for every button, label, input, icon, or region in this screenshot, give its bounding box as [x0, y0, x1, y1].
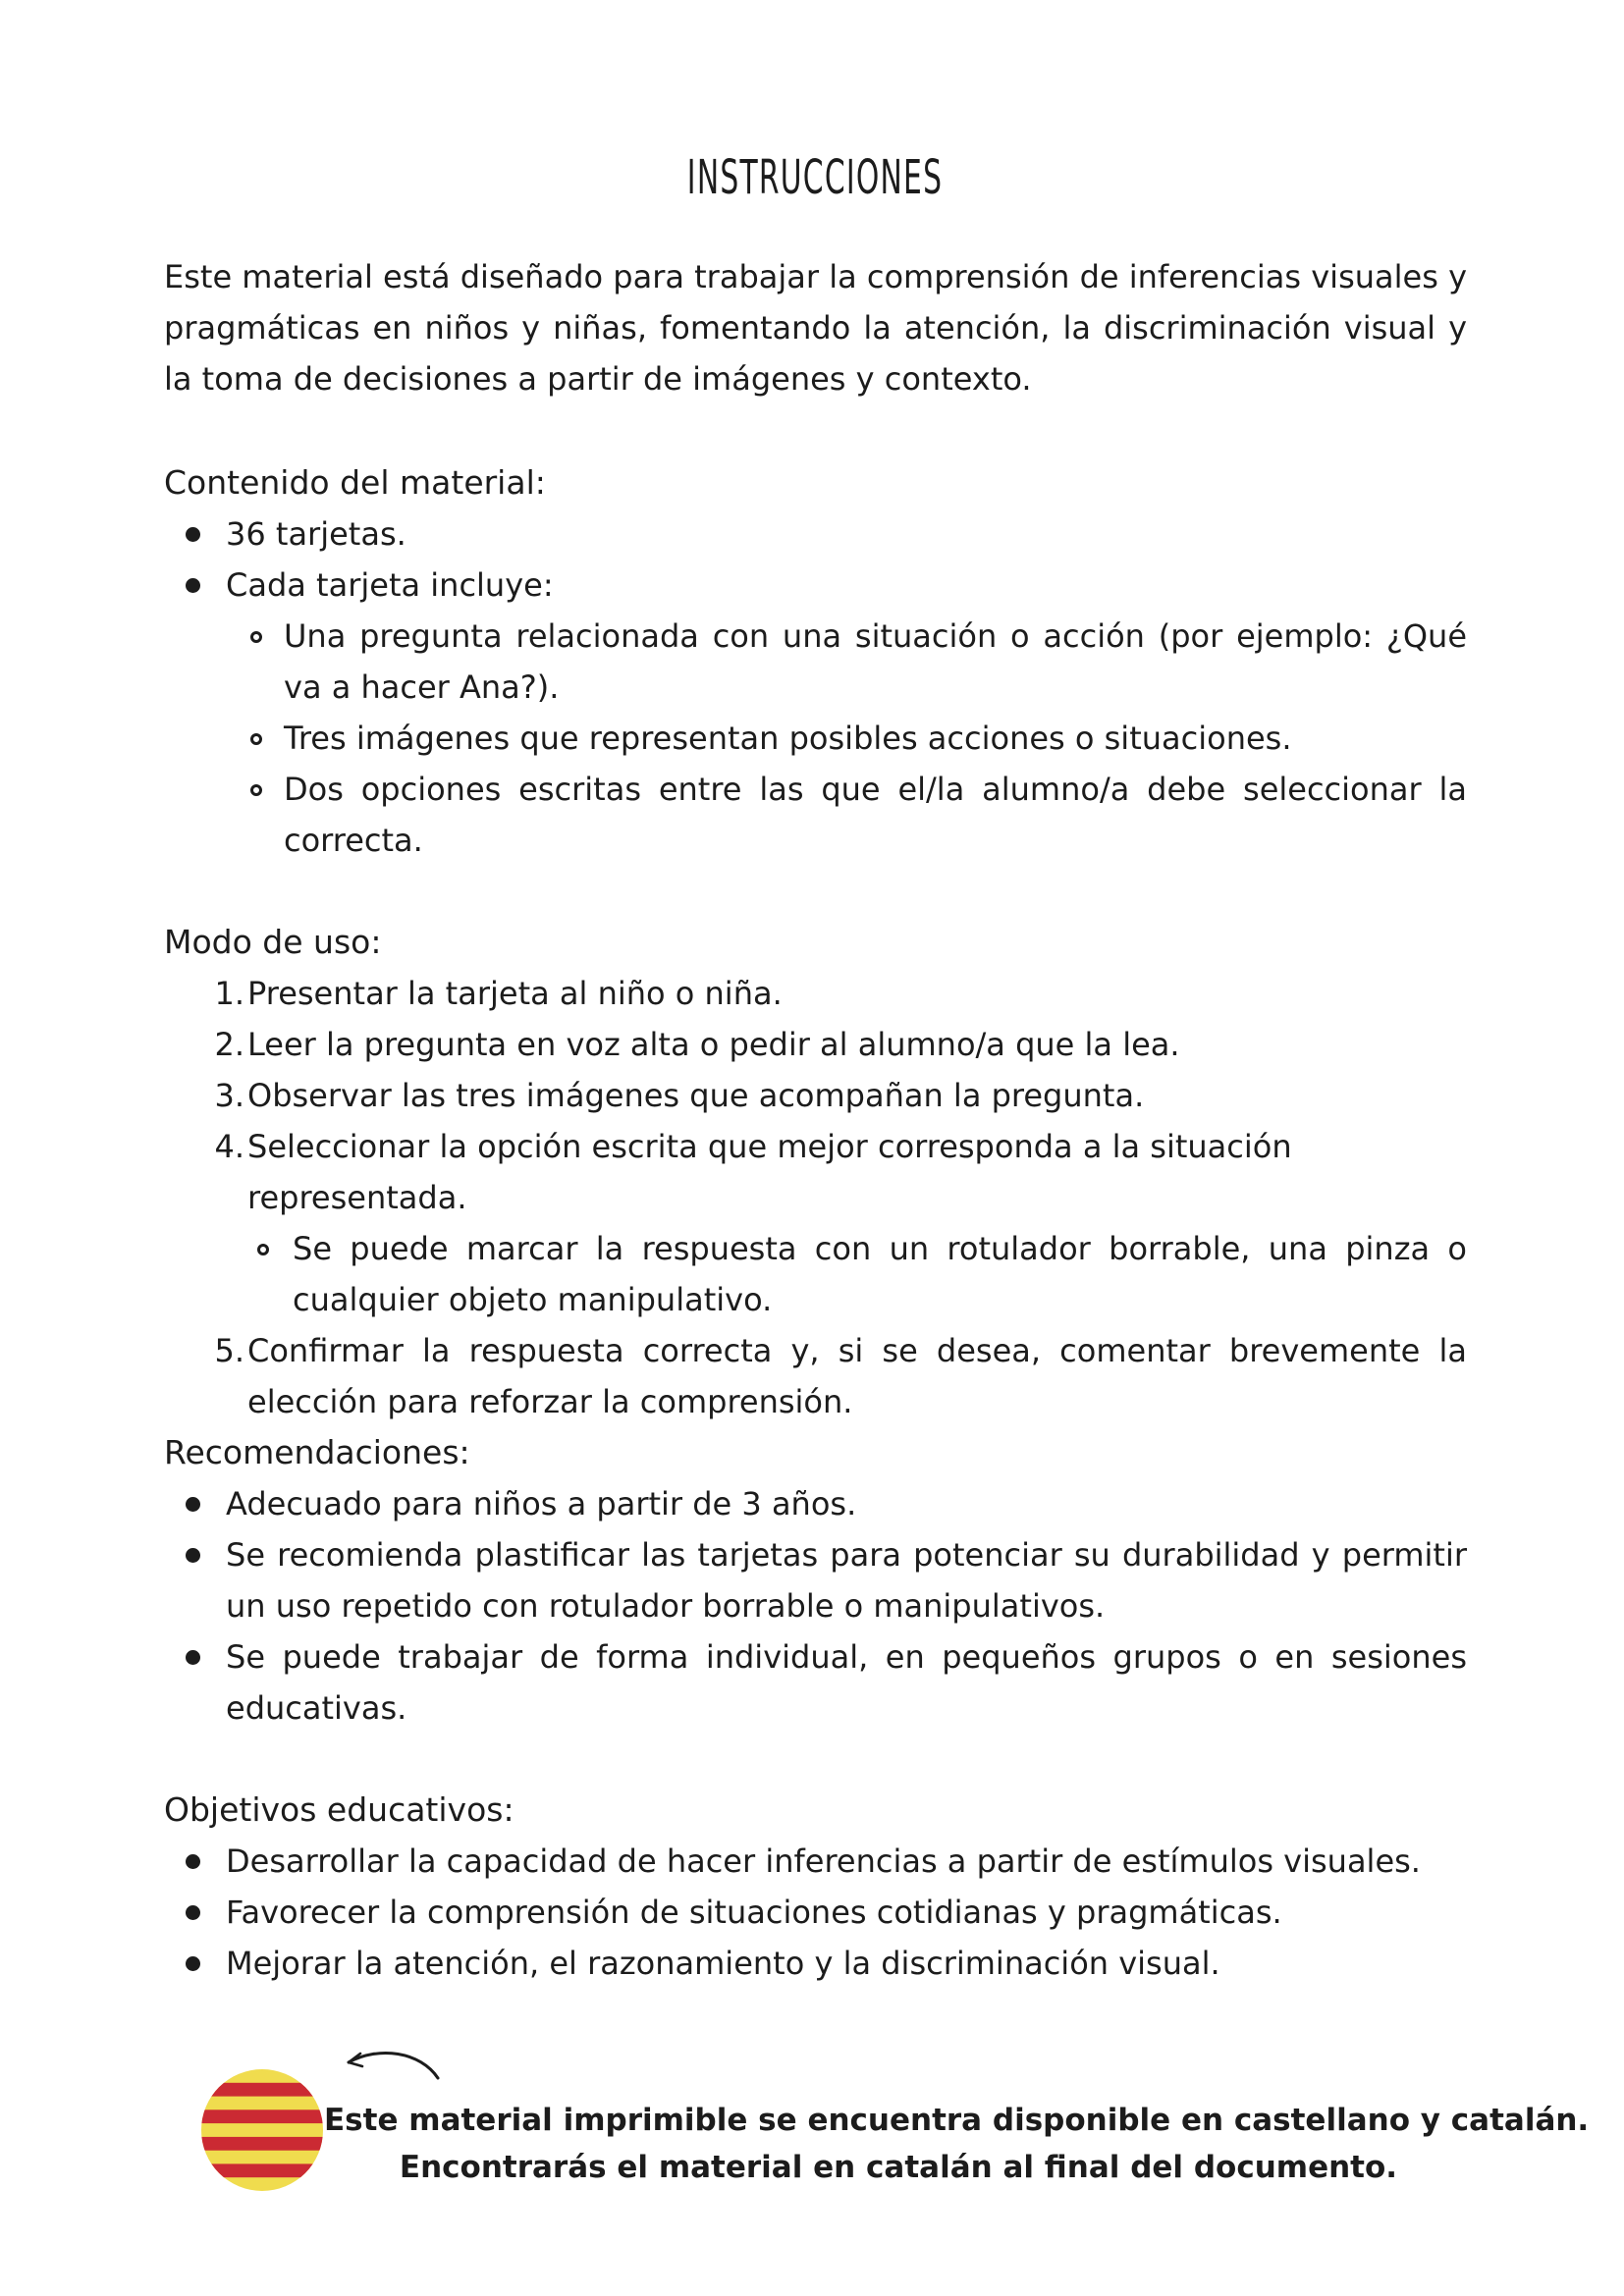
numbered-step: [164, 1325, 1467, 1427]
recomendaciones-list: [164, 1478, 1467, 1734]
step-number: 2.: [214, 1026, 244, 1063]
list-item-text: Desarrollar la capacidad de hacer inferencias a partir de estímulos visuales.: [226, 1842, 1421, 1880]
curved-arrow-icon: [342, 2048, 442, 2083]
list-item: [164, 1631, 1467, 1734]
bullet-icon: [186, 1956, 200, 1971]
footer-note: [324, 2097, 1590, 2191]
list-subitem-text: Se puede marcar la respuesta con un rotulador borrable, una pinza o cualquier objeto manipulativo.: [293, 1230, 1467, 1318]
page-title: INSTRUCCIONES: [687, 150, 944, 205]
objetivos-list: [164, 1836, 1467, 1989]
bullet-icon: [186, 527, 200, 542]
numbered-step: [164, 1121, 1467, 1223]
contenido-list: [164, 508, 1467, 866]
modo-list: [164, 968, 1467, 1427]
bullet-icon: [186, 1650, 200, 1665]
section-heading-modo: Modo de uso:: [164, 923, 382, 961]
catalan-flag-icon: [201, 2069, 323, 2191]
list-item-text: Favorecer la comprensión de situaciones cotidianas y pragmáticas.: [226, 1894, 1282, 1931]
step-number: 3.: [214, 1077, 244, 1114]
bullet-icon: [186, 1854, 200, 1869]
section-heading-recomendaciones: Recomendaciones:: [164, 1433, 470, 1471]
list-subitem-text: Una pregunta relacionada con una situación o acción (por ejemplo: ¿Qué va a hacer Ana?).: [284, 617, 1467, 706]
intro-paragraph: Este material está diseñado para trabajar la comprensión de inferencias visuales y pragmáticas en niños y niñas, fomentando la atención, la discriminación visual y la toma de decisiones a partir de imágenes y contexto.: [164, 258, 1467, 398]
numbered-step: [164, 968, 1467, 1019]
list-subitem: [164, 1223, 1467, 1325]
step-text: Observar las tres imágenes que acompañan la pregunta.: [247, 1077, 1145, 1114]
circle-bullet-icon: [250, 733, 262, 745]
bullet-icon: [186, 578, 200, 593]
bullet-icon: [186, 1548, 200, 1563]
list-item: [164, 508, 1467, 560]
list-subitem: [164, 713, 1467, 764]
list-item: [164, 1529, 1467, 1631]
list-item: [164, 560, 1467, 611]
list-item-text: Mejorar la atención, el razonamiento y la discriminación visual.: [226, 1945, 1220, 1982]
section-heading-objetivos: Objetivos educativos:: [164, 1790, 514, 1829]
circle-bullet-icon: [250, 631, 262, 643]
list-item-text: Cada tarjeta incluye:: [226, 566, 554, 604]
list-subitem-text: Tres imágenes que representan posibles acciones o situaciones.: [284, 720, 1292, 757]
footer-line-1: Este material imprimible se encuentra disponible en castellano y catalán.: [324, 2103, 1590, 2138]
list-item-text: Adecuado para niños a partir de 3 años.: [226, 1485, 857, 1522]
list-item: [164, 1887, 1467, 1938]
step-number: 4.: [214, 1128, 244, 1165]
step-number: 5.: [214, 1332, 244, 1369]
numbered-step: [164, 1070, 1467, 1121]
step-text: Confirmar la respuesta correcta y, si se desea, comentar brevemente la elección para reforzar la comprensión.: [247, 1332, 1467, 1420]
step-number: 1.: [214, 975, 244, 1012]
title-row: [164, 150, 1467, 205]
numbered-step: [164, 1019, 1467, 1070]
list-subitem: [164, 611, 1467, 713]
list-item: [164, 1938, 1467, 1989]
list-item: [164, 1478, 1467, 1529]
bullet-icon: [186, 1497, 200, 1512]
list-item: [164, 1836, 1467, 1887]
step-text: Presentar la tarjeta al niño o niña.: [247, 975, 783, 1012]
step-text: Leer la pregunta en voz alta o pedir al alumno/a que la lea.: [247, 1026, 1180, 1063]
step-text: Seleccionar la opción escrita que mejor corresponda a la situación representada.: [247, 1128, 1292, 1216]
list-subitem: [164, 764, 1467, 866]
section-heading-contenido: Contenido del material:: [164, 463, 546, 502]
bullet-icon: [186, 1905, 200, 1920]
list-subitem-text: Dos opciones escritas entre las que el/la alumno/a debe seleccionar la correcta.: [284, 771, 1467, 859]
footer-line-2: Encontrarás el material en catalán al final del documento.: [399, 2150, 1398, 2185]
circle-bullet-icon: [250, 784, 262, 796]
list-item-text: Se recomienda plastificar las tarjetas para potenciar su durabilidad y permitir un uso repetido con rotulador borrable o manipulativos.: [226, 1536, 1467, 1625]
list-item-text: Se puede trabajar de forma individual, en pequeños grupos o en sesiones educativas.: [226, 1638, 1467, 1727]
circle-bullet-icon: [257, 1244, 269, 1255]
list-item-text: 36 tarjetas.: [226, 515, 406, 553]
